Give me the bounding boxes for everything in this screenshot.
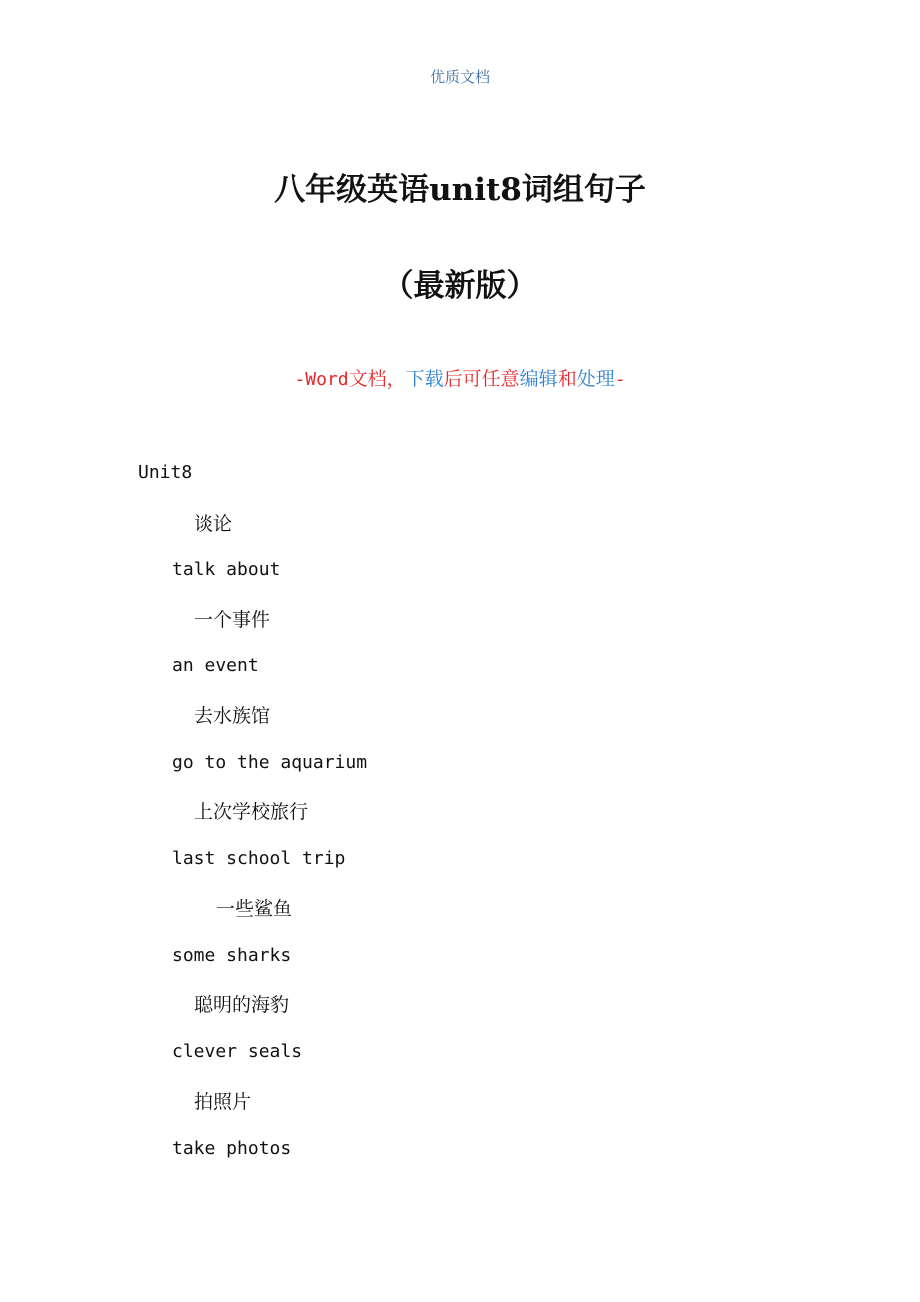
entry-english: go to the aquarium <box>172 752 368 773</box>
entry-chinese: 拍照片 <box>194 1091 252 1113</box>
entry-chinese: 一些鲨鱼 <box>216 898 293 920</box>
note-part: 后可任意 <box>443 368 520 390</box>
note-part: - <box>614 369 626 390</box>
note-part: 处理 <box>576 368 615 390</box>
document-subtitle: （最新版） <box>382 268 538 304</box>
page-header: 优质文档 <box>429 68 490 86</box>
entry-chinese: 上次学校旅行 <box>194 801 309 823</box>
entry-chinese: 一个事件 <box>194 609 271 631</box>
note-part: 下载 <box>405 368 444 390</box>
entry-chinese: 去水族馆 <box>194 705 271 727</box>
download-note <box>0 364 920 391</box>
note-part: 和 <box>557 368 577 390</box>
note-part: 文档， <box>348 368 406 390</box>
entry-english: some sharks <box>172 945 292 966</box>
entry-english: an event <box>172 655 259 676</box>
entry-english: talk about <box>172 559 281 580</box>
document-title: 八年级英语unit8词组句子 <box>274 172 646 208</box>
entry-english: clever seals <box>172 1041 303 1062</box>
unit-heading: Unit8 <box>138 462 193 483</box>
note-part: 编辑 <box>519 368 558 390</box>
entry-chinese: 谈论 <box>194 513 233 535</box>
entry-english: last school trip <box>172 848 346 869</box>
note-part: -Word <box>294 369 349 390</box>
entry-english: take photos <box>172 1138 292 1159</box>
entry-chinese: 聪明的海豹 <box>194 994 290 1016</box>
